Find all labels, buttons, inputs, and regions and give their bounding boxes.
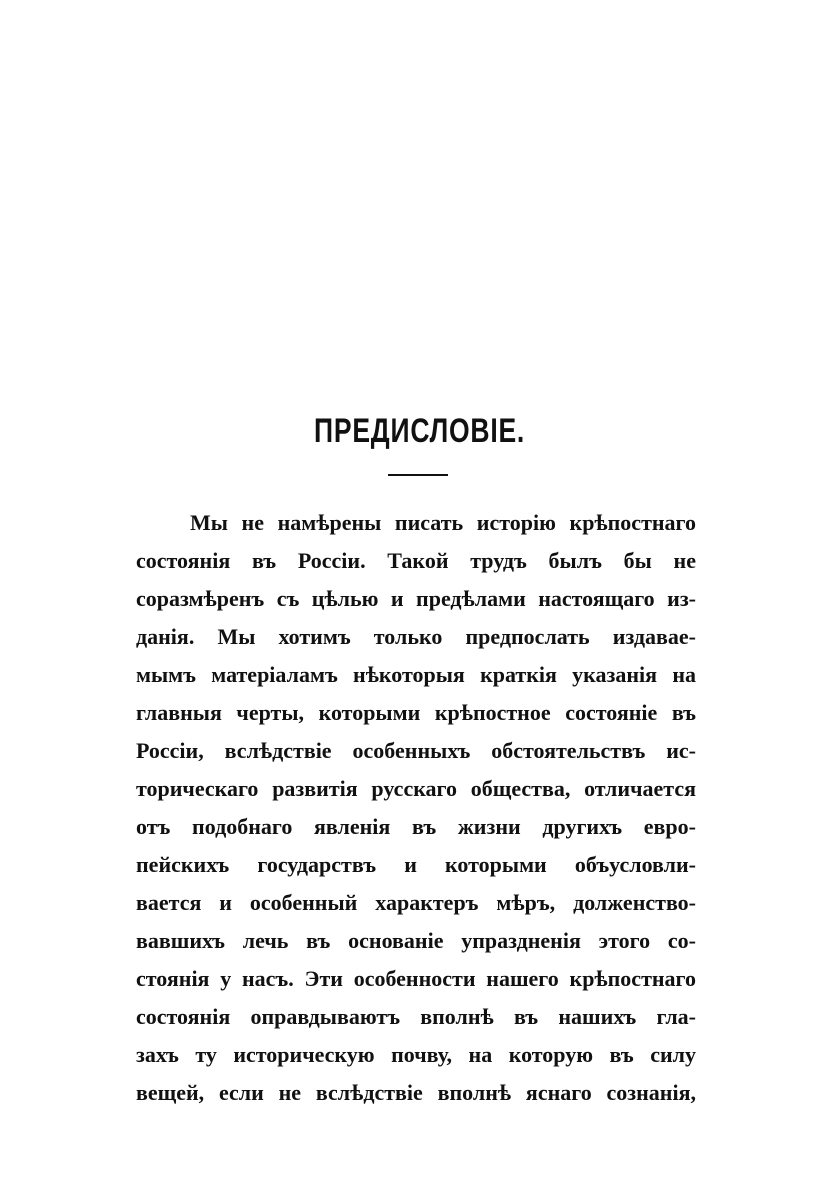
page-title: ПРЕДИСЛОВІЕ. (314, 412, 526, 450)
preface-paragraph (136, 504, 696, 1112)
text-line: данія. Мы хотимъ только предпослать издавае- (136, 624, 696, 649)
text-line: торическаго развитія русскаго общества, отличается (136, 776, 696, 801)
text-line: вещей, если не вслѣдствіе вполнѣ яснаго сознанія, (136, 1080, 696, 1105)
text-line: состоянія въ Россіи. Такой трудъ былъ бы не (136, 548, 696, 573)
title-divider (388, 474, 448, 476)
text-line: мымъ матеріаламъ нѣкоторыя краткія указанія на (136, 662, 696, 687)
text-line: состоянія оправдываютъ вполнѣ въ нашихъ гла- (136, 1004, 696, 1029)
text-line: вавшихъ лечь въ основаніе упраздненія этого со- (136, 928, 696, 953)
text-line: пейскихъ государствъ и которыми объусловли- (136, 852, 696, 877)
text-line: Мы не намѣрены писать исторію крѣпостнаго (190, 510, 696, 535)
text-line: стоянія у насъ. Эти особенности нашего крѣпостнаго (136, 966, 696, 991)
text-line: главныя черты, которыми крѣпостное состояніе въ (136, 700, 696, 725)
text-line: захъ ту историческую почву, на которую въ силу (136, 1042, 696, 1067)
text-line: Россіи, вслѣдствіе особенныхъ обстоятельствъ ис- (136, 738, 696, 763)
text-line: соразмѣренъ съ цѣлью и предѣлами настоящаго из- (136, 586, 696, 611)
text-line: отъ подобнаго явленія въ жизни другихъ евро- (136, 814, 696, 839)
text-line: вается и особенный характеръ мѣръ, долженство- (136, 890, 696, 915)
